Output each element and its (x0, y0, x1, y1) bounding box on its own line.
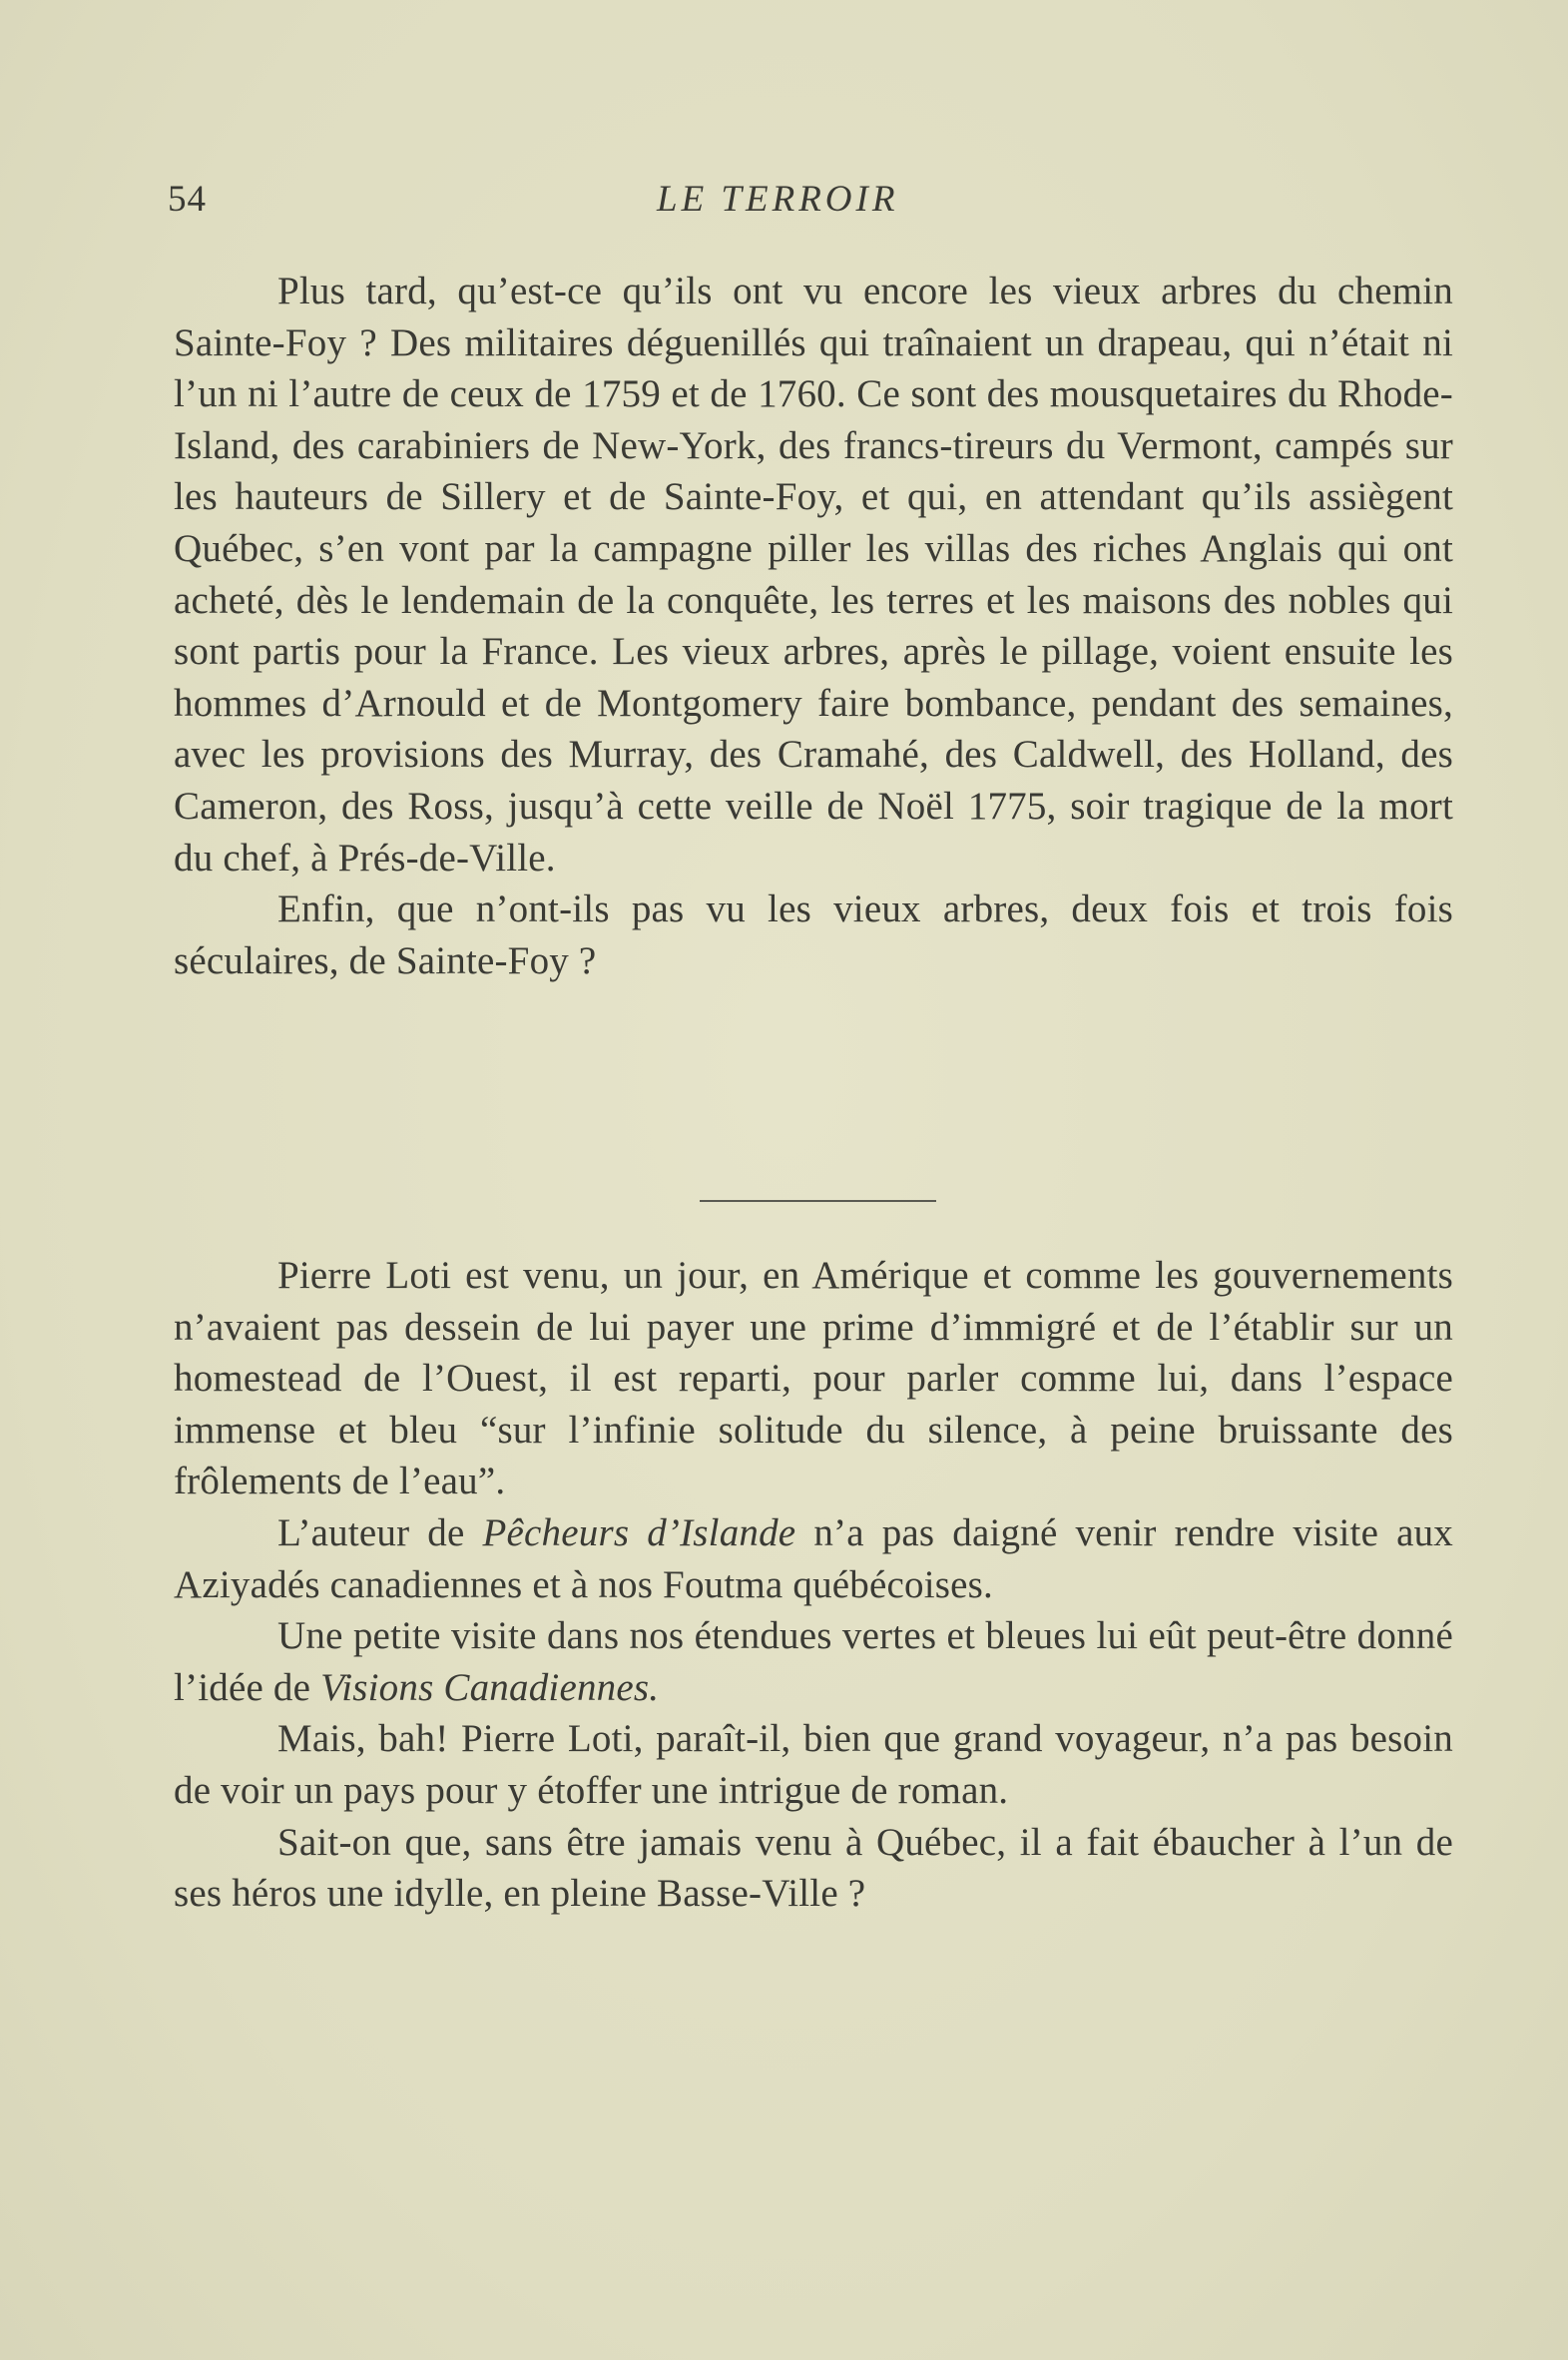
paragraph (174, 1610, 1453, 1713)
paragraph: Enfin, que n’ont-ils pas vu les vieux arbres, deux fois et trois fois séculaires, de Sainte-Foy ? (174, 887, 1453, 982)
paragraph-text: Une petite visite dans nos étendues vertes et bleues lui eût peut-être donné l’idée de (174, 1614, 1453, 1709)
page-number: 54 (168, 179, 207, 220)
paragraph: Mais, bah! Pierre Loti, paraît-il, bien que grand voyageur, n’a pas besoin de voir un pays pour y étoffer une intrigue de roman. (174, 1717, 1453, 1812)
paragraph: Sait-on que, sans être jamais venu à Québec, il a fait ébaucher à l’un de ses héros une idylle, en pleine Basse-Ville ? (174, 1820, 1453, 1916)
paragraph: Pierre Loti est venu, un jour, en Amérique et comme les gouvernements n’avaient pas dessein de lui payer une prime d’immigré et de l’établir sur un homestead de l’Ouest, il est reparti, pour parler comme lui, dans l’espace immense et bleu “sur l’infinie solitude du silence, à peine bruissante des frôlements de l’eau”. (174, 1254, 1453, 1503)
book-title-italic: Pêcheurs d’Islande (482, 1510, 796, 1554)
section-two (174, 1250, 1453, 1920)
page-header (168, 178, 1465, 228)
book-title-italic: Visions Canadiennes. (320, 1665, 660, 1709)
section-divider (700, 1200, 936, 1202)
paragraph (174, 1507, 1453, 1610)
paragraph-text: n’a pas daigné venir rendre visite aux Aziyadés canadiennes et à nos Foutma québécoises. (174, 1510, 1453, 1606)
section-one (174, 266, 1453, 986)
running-title: LE TERROIR (657, 179, 899, 220)
paragraph-text: L’auteur de (277, 1510, 483, 1554)
paragraph: Plus tard, qu’est-ce qu’ils ont vu encore les vieux arbres du chemin Sainte-Foy ? Des militaires déguenillés qui traînaient un drapeau, qui n’était ni l’un ni l’autre de ceux de 1759 et de 1760. Ce sont des mousquetaires du Rhode-Island, des carabiniers de New-York, des francs-tireurs du Vermont, campés sur les hauteurs de Sillery et de Sainte-Foy, et qui, en attendant qu’ils assiègent Québec, s’en vont par la campagne piller les villas des riches Anglais qui ont acheté, dès le lendemain de la conquête, les terres et les maisons des nobles qui sont partis pour la France. Les vieux arbres, après le pillage, voient ensuite les hommes d’Arnould et de Montgomery faire bombance, pendant des semaines, avec les provisions des Murray, des Cramahé, des Caldwell, des Holland, des Cameron, des Ross, jusqu’à cette veille de Noël 1775, soir tragique de la mort du chef, à Prés-de-Ville. (174, 270, 1453, 880)
